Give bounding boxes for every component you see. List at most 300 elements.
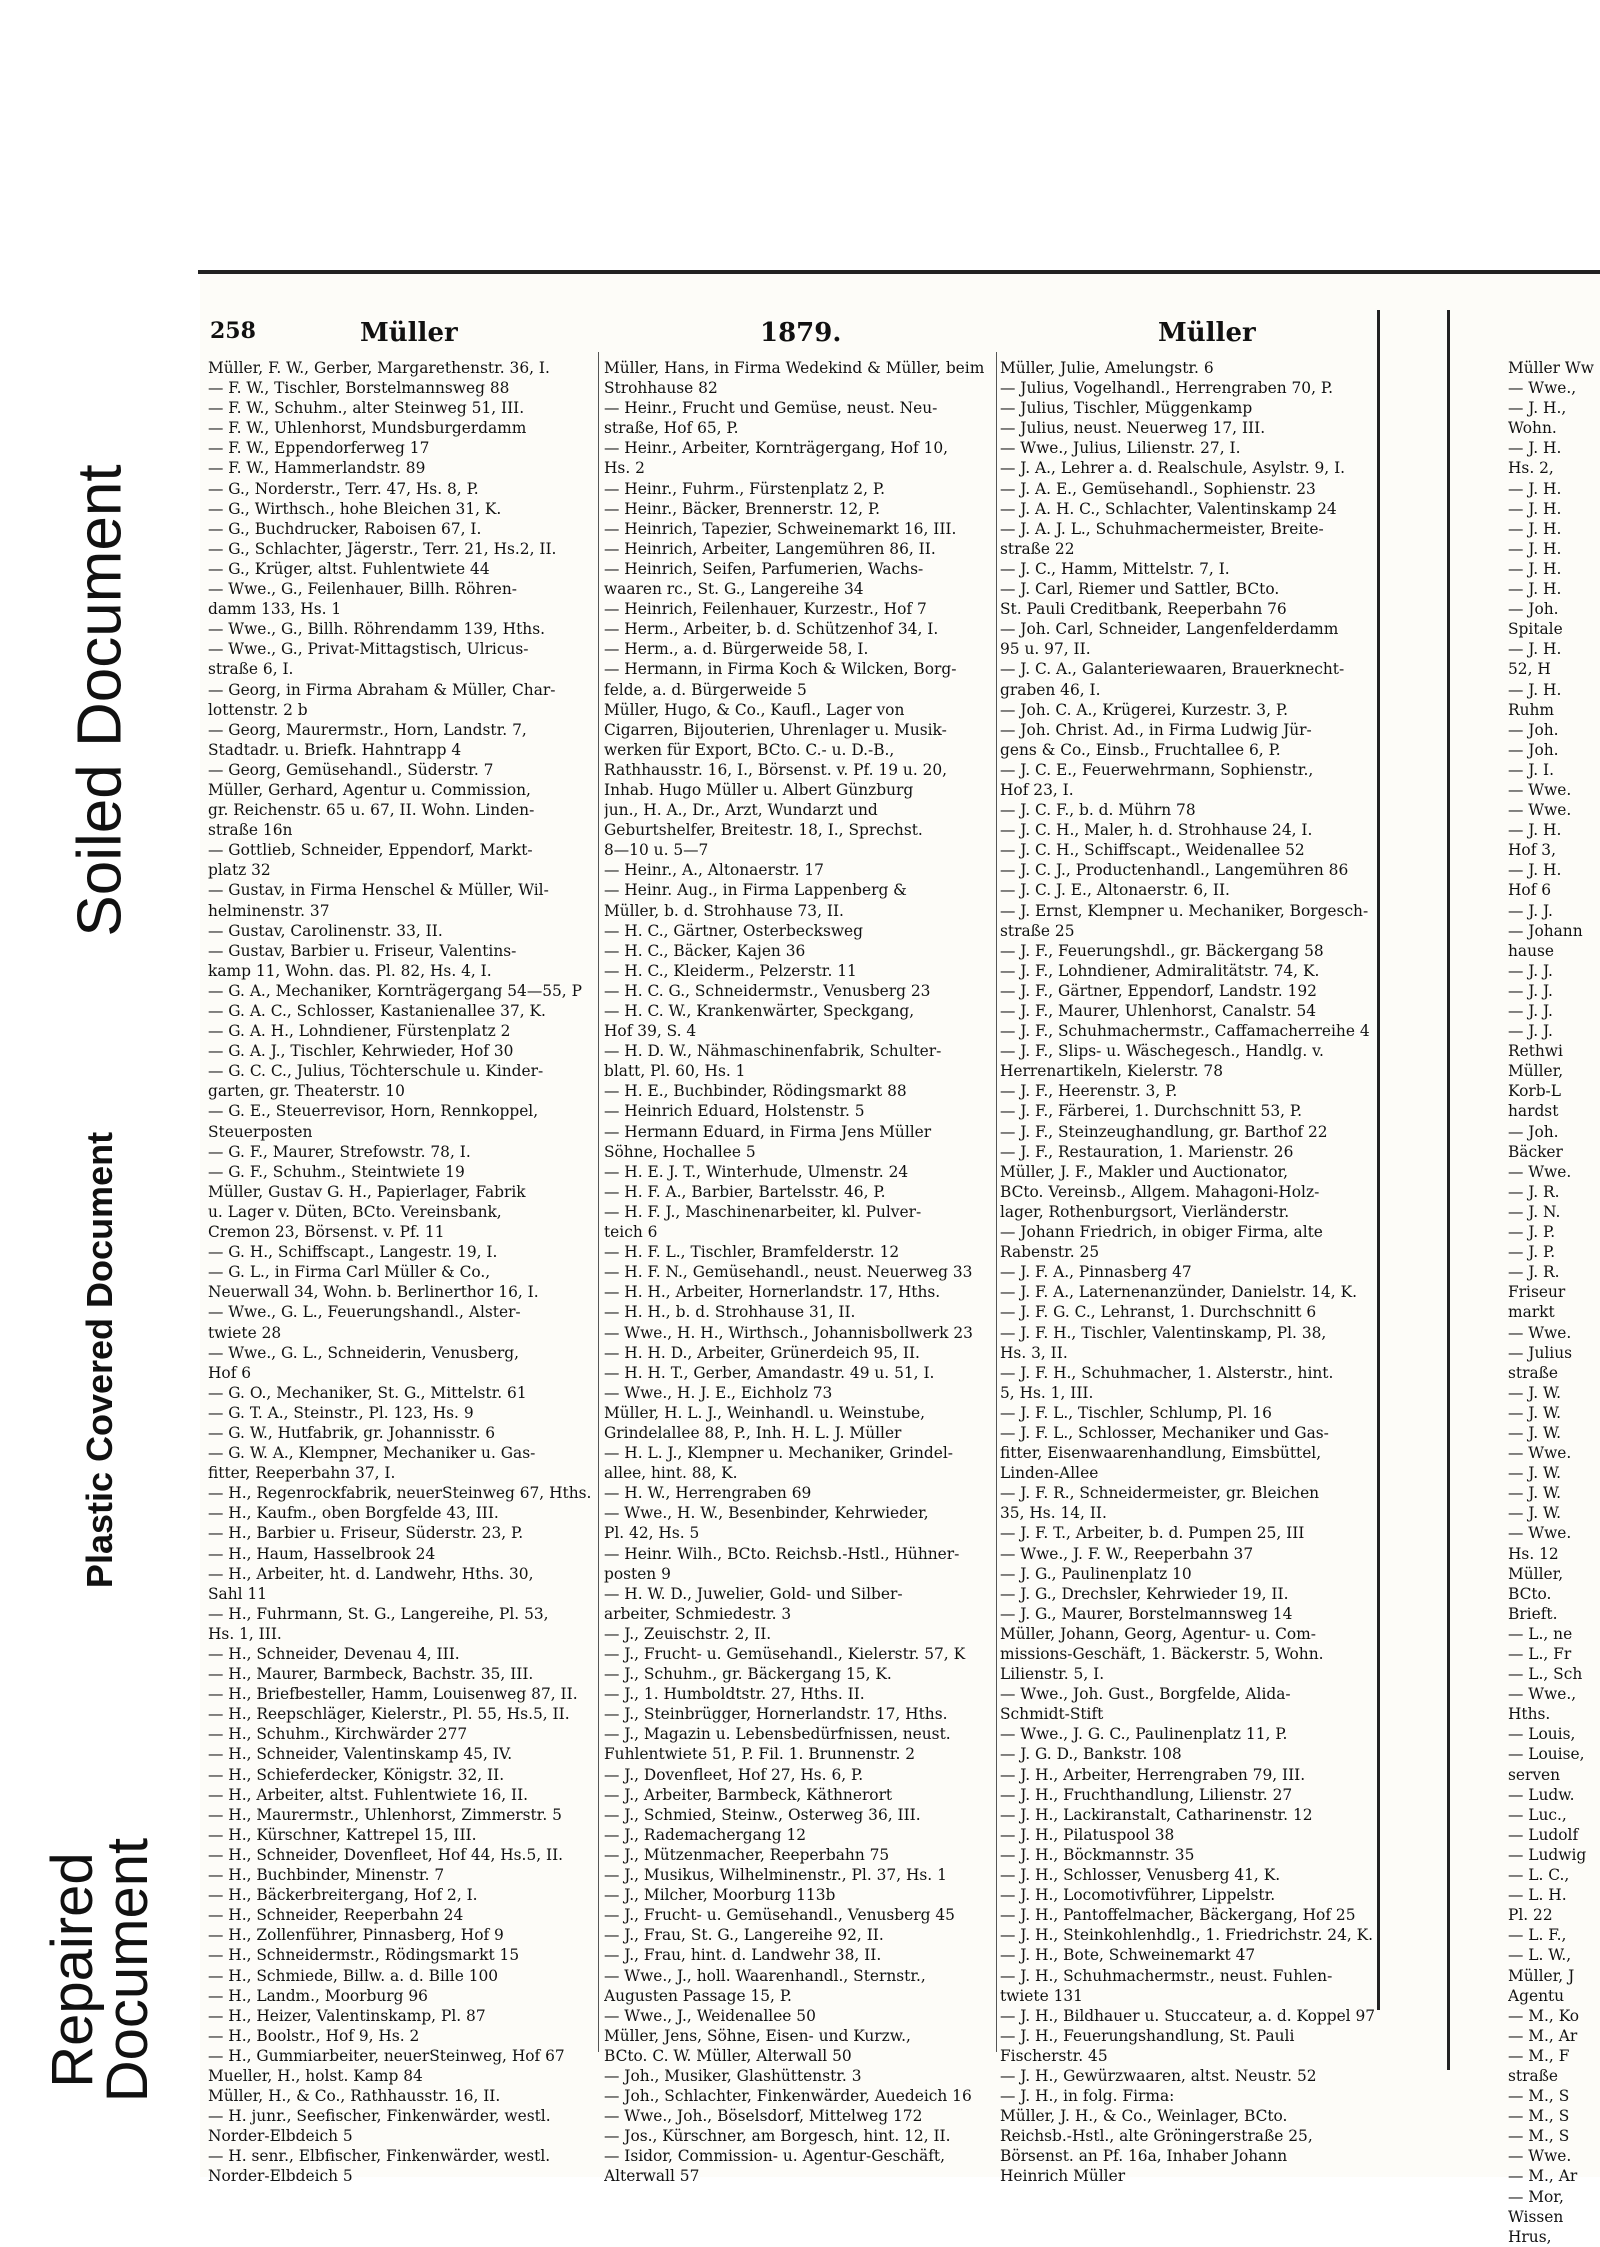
directory-entry-line: garten, gr. Theaterstr. 10 <box>208 1082 405 1101</box>
directory-entry-line: Hs. 12 <box>1508 1544 1559 1563</box>
directory-entry-line: — H., Reepschläger, Kielerstr., Pl. 55, Hs.5, II. <box>208 1705 570 1724</box>
directory-entry-line: Börsenst. an Pf. 16a, Inhaber Johann <box>1000 2147 1288 2166</box>
directory-entry-line: — H., Kürschner, Kattrepel 15, III. <box>208 1825 477 1844</box>
directory-entry-line: — J. F., Restauration, 1. Marienstr. 26 <box>1000 1142 1294 1161</box>
directory-entry-line: — J. C. J., Productenhandl., Langemühren 86 <box>1000 861 1349 880</box>
directory-entry-line: — Louis, <box>1508 1725 1576 1744</box>
directory-entry-line: — J. I. <box>1508 760 1555 779</box>
directory-entry-line: 95 u. 97, II. <box>1000 640 1091 659</box>
directory-entry-line: — Heinr., Frucht und Gemüse, neust. Neu- <box>604 399 938 418</box>
directory-entry-line: — Herm., a. d. Bürgerweide 58, I. <box>604 640 869 659</box>
header-left-name: Müller <box>360 318 458 348</box>
directory-entry-line: Rethwi <box>1508 1042 1563 1061</box>
directory-entry-line: — H. H., Arbeiter, Hornerlandstr. 17, Hths. <box>604 1283 941 1302</box>
directory-entry-line: — H. junr., Seefischer, Finkenwärder, westl. <box>208 2107 551 2126</box>
directory-entry-line: — J. H., <box>1508 399 1567 418</box>
directory-entry-line: — H. L. J., Klempner u. Mechaniker, Grindel- <box>604 1444 953 1463</box>
directory-entry-line: — Luc., <box>1508 1805 1567 1824</box>
directory-entry-line: — J., Arbeiter, Barmbeck, Käthnerort <box>604 1785 893 1804</box>
directory-entry-line: — H., Schneidermstr., Rödingsmarkt 15 <box>208 1946 520 1965</box>
directory-entry-line: — Johann Friedrich, in obiger Firma, alte <box>1000 1223 1323 1242</box>
directory-entry-line: — Wwe., <box>1508 379 1577 398</box>
directory-entry-line: — H. F. J., Maschinenarbeiter, kl. Pulver- <box>604 1202 922 1221</box>
directory-entry-line: — Gustav, Barbier u. Friseur, Valentins- <box>208 941 517 960</box>
directory-entry-line: graben 46, I. <box>1000 680 1101 699</box>
directory-entry-line: Müller, Gustav G. H., Papierlager, Fabrik <box>208 1182 526 1201</box>
directory-entry-line: — J. F., Maurer, Uhlenhorst, Canalstr. 54 <box>1000 1002 1317 1020</box>
directory-entry-line: Müller Ww <box>1508 359 1594 377</box>
directory-entry-line: — H., Schneider, Valentinskamp 45, IV. <box>208 1745 513 1764</box>
directory-entry-line: — G. C. C., Julius, Töchterschule u. Kinder- <box>208 1062 544 1081</box>
directory-entry-line: Alterwall 57 <box>604 2167 700 2186</box>
directory-entry-line: fitter, Eisenwaarenhandlung, Eimsbüttel, <box>1000 1444 1322 1463</box>
directory-entry-line: — Hermann Eduard, in Firma Jens Müller <box>604 1122 932 1141</box>
directory-entry-line: — J. C. H., Schiffscapt., Weidenallee 52 <box>1000 841 1305 860</box>
next-page-edge <box>1447 310 1450 2070</box>
directory-entry-line: BCto. <box>1508 1584 1552 1603</box>
directory-entry-line: — J. N. <box>1508 1202 1561 1221</box>
directory-entry-line: — Wwe., J. F. W., Reeperbahn 37 <box>1000 1544 1254 1563</box>
directory-entry-line: — J. R. <box>1508 1182 1560 1201</box>
directory-entry-line: — M., F <box>1508 2046 1570 2065</box>
directory-entry-line: gr. Reichenstr. 65 u. 67, II. Wohn. Linden- <box>208 801 535 820</box>
directory-entry-line: — M., Ar <box>1508 2026 1578 2045</box>
directory-entry-line: — J. C., Hamm, Mittelstr. 7, I. <box>1000 559 1230 578</box>
directory-entry-line: — H., Landm., Moorburg 96 <box>208 1986 428 2005</box>
directory-entry-line: Hs. 2, <box>1508 459 1554 478</box>
directory-entry-line: — H. C. G., Schneidermstr., Venusberg 23 <box>604 981 931 1000</box>
directory-entry-line: — J. F., Schuhmachermstr., Caffamacherreihe 4 <box>1000 1022 1370 1041</box>
directory-entry-line: — H. C. W., Krankenwärter, Speckgang, <box>604 1002 915 1020</box>
directory-entry-line: — H. H. T., Gerber, Amandastr. 49 u. 51, I. <box>604 1363 935 1382</box>
directory-entry-line: — H., Bäckerbreitergang, Hof 2, I. <box>208 1886 478 1905</box>
page-number: 258 <box>210 318 256 344</box>
directory-entry-line: — H., Haum, Hasselbrook 24 <box>208 1544 436 1563</box>
directory-entry-line: — J. F. H., Schuhmacher, 1. Alsterstr., hint. <box>1000 1363 1334 1382</box>
directory-entry-line: Hof 23, I. <box>1000 780 1074 799</box>
directory-entry-line: — H. F. A., Barbier, Bartelsstr. 46, P. <box>604 1182 886 1201</box>
directory-entry-line: Müller, J. H., & Co., Weinlager, BCto. <box>1000 2107 1288 2126</box>
directory-entry-line: — Wwe., <box>1508 1685 1577 1704</box>
directory-entry-line: — Wwe., G. L., Feuerungshandl., Alster- <box>208 1303 521 1322</box>
directory-entry-line: posten 9 <box>604 1564 671 1583</box>
page-top-edge <box>198 270 1600 274</box>
header-right-name: Müller <box>1158 318 1256 348</box>
directory-entry-line: Müller, Jens, Söhne, Eisen- und Kurzw., <box>604 2026 911 2045</box>
directory-entry-line: — J., Milcher, Moorburg 113b <box>604 1886 836 1905</box>
directory-entry-line: werken für Export, BCto. C.- u. D.-B., <box>604 740 895 759</box>
directory-entry-line: — J. H. <box>1508 539 1562 558</box>
directory-entry-line: — Wwe. <box>1508 1162 1572 1181</box>
directory-entry-line: Fischerstr. 45 <box>1000 2046 1108 2065</box>
directory-entry-line: St. Pauli Creditbank, Reeperbahn 76 <box>1000 600 1287 619</box>
directory-entry-line: Linden-Allee <box>1000 1464 1099 1483</box>
directory-entry-line: straße 25 <box>1000 921 1075 940</box>
directory-entry-line: Söhne, Hochallee 5 <box>604 1142 756 1161</box>
directory-entry-line: lottenstr. 2 b <box>208 700 308 719</box>
directory-entry-line: straße, Hof 65, P. <box>604 419 739 438</box>
directory-entry-line: — J. H. <box>1508 479 1562 498</box>
directory-entry-line: — Julius, Tischler, Müggenkamp <box>1000 399 1253 418</box>
directory-entry-line: — J. J. <box>1508 981 1553 1000</box>
directory-entry-line: — M., S <box>1508 2127 1570 2146</box>
directory-entry-line: — Wwe., J., Weidenallee 50 <box>604 2006 816 2025</box>
directory-entry-line: Fuhlentwiete 51, P. Fil. 1. Brunnenstr. 2 <box>604 1745 916 1764</box>
repaired-document-stamp: Repaired Document <box>39 1837 160 2103</box>
directory-entry-line: — Wwe., G., Privat-Mittagstisch, Ulricus- <box>208 640 529 659</box>
directory-entry-line: — J. H. <box>1508 821 1562 840</box>
directory-entry-line: — L., Sch <box>1508 1665 1583 1684</box>
directory-entry-line: — Heinrich, Tapezier, Schweinemarkt 16, III. <box>604 519 957 538</box>
directory-entry-line: — J. H., Schuhmachermstr., neust. Fuhlen- <box>1000 1966 1333 1985</box>
directory-entry-line: Korb-L <box>1508 1082 1561 1101</box>
directory-entry-line: — Wwe., J., holl. Waarenhandl., Sternstr., <box>604 1966 926 1985</box>
directory-entry-line: Rathhausstr. 16, I., Börsenst. v. Pf. 19 u. 20, <box>604 760 948 779</box>
plastic-covered-document-stamp: Plastic Covered Document <box>79 1131 121 1589</box>
directory-entry-line: — Georg, in Firma Abraham & Müller, Char- <box>208 680 556 699</box>
directory-entry-line: — H., Heizer, Valentinskamp, Pl. 87 <box>208 2006 486 2025</box>
directory-entry-line: — G., Schlachter, Jägerstr., Terr. 21, Hs.2, II. <box>208 539 557 558</box>
directory-entry-line: — Wwe. <box>1508 1444 1572 1463</box>
directory-entry-line: straße <box>1508 1363 1559 1382</box>
directory-entry-line: Schmidt-Stift <box>1000 1705 1104 1724</box>
directory-entry-line: Müller, <box>1508 1062 1564 1081</box>
directory-entry-line: — J. J. <box>1508 961 1553 980</box>
directory-entry-line: — M., S <box>1508 2107 1570 2126</box>
directory-entry-line: 5, Hs. 1, III. <box>1000 1383 1094 1402</box>
directory-entry-line: — J. F. T., Arbeiter, b. d. Pumpen 25, III <box>1000 1524 1305 1543</box>
directory-entry-line: helminenstr. 37 <box>208 901 330 920</box>
directory-entry-line: — G. A., Mechaniker, Kornträgergang 54—55, P <box>208 981 582 1000</box>
directory-entry-line: Neuerwall 34, Wohn. b. Berlinerthor 16, I. <box>208 1283 539 1302</box>
directory-entry-line: — F. W., Schuhm., alter Steinweg 51, III. <box>208 399 525 418</box>
directory-entry-line: — J. F., Slips- u. Wäschegesch., Handlg. v. <box>1000 1042 1324 1061</box>
directory-entry-line: — J. H. <box>1508 439 1562 458</box>
directory-entry-line: — J. C. F., b. d. Mührn 78 <box>1000 801 1196 820</box>
directory-column-1 <box>208 358 598 2187</box>
directory-entry-line: — Heinr. Wilh., BCto. Reichsb.-Hstl., Hühner- <box>604 1544 960 1563</box>
directory-entry-line: — H. senr., Elbfischer, Finkenwärder, westl. <box>208 2147 551 2166</box>
directory-entry-line: — J. Carl, Riemer und Sattler, BCto. <box>1000 580 1280 599</box>
directory-entry-line: Müller, Gerhard, Agentur u. Commission, <box>208 780 531 799</box>
directory-entry-line: Müller, J <box>1508 1966 1575 1985</box>
directory-entry-line: — Johann <box>1508 921 1583 940</box>
directory-entry-line: damm 133, Hs. 1 <box>208 600 342 619</box>
directory-entry-line: — H., Maurermstr., Uhlenhorst, Zimmerstr. 5 <box>208 1805 562 1824</box>
directory-entry-line: — J. F. A., Laternenanzünder, Danielstr. 14, K. <box>1000 1283 1357 1302</box>
directory-entry-line: Wissen <box>1508 2207 1564 2226</box>
directory-entry-line: Müller, H., & Co., Rathhausstr. 16, II. <box>208 2087 501 2106</box>
directory-entry-line: — J. W. <box>1508 1464 1562 1483</box>
directory-entry-line: — J. G., Paulinenplatz 10 <box>1000 1564 1192 1583</box>
directory-entry-line: — G., Wirthsch., hohe Bleichen 31, K. <box>208 499 502 518</box>
directory-entry-line: — H., Zollenführer, Pinnasberg, Hof 9 <box>208 1926 504 1945</box>
directory-entry-line: straße 22 <box>1000 539 1075 558</box>
directory-entry-line: — H., Schneider, Devenau 4, III. <box>208 1645 460 1663</box>
directory-entry-line: — G. F., Schuhm., Steintwiete 19 <box>208 1162 465 1181</box>
directory-entry-line: Bäcker <box>1508 1142 1563 1161</box>
directory-entry-line: — Georg, Gemüsehandl., Süderstr. 7 <box>208 760 494 779</box>
directory-entry-line: — J. F., Gärtner, Eppendorf, Landstr. 192 <box>1000 981 1317 1000</box>
directory-entry-line: — G. L., in Firma Carl Müller & Co., <box>208 1263 491 1282</box>
directory-entry-line: — L. W., <box>1508 1946 1572 1965</box>
directory-entry-line: — H., Arbeiter, ht. d. Landwehr, Hths. 30, <box>208 1564 534 1583</box>
directory-entry-line: Müller, Johann, Georg, Agentur- u. Com- <box>1000 1624 1316 1643</box>
directory-entry-line: arbeiter, Schmiedestr. 3 <box>604 1604 792 1623</box>
directory-entry-line: — Gustav, Carolinenstr. 33, II. <box>208 921 443 940</box>
directory-entry-line: Cremon 23, Börsenst. v. Pf. 11 <box>208 1223 445 1242</box>
directory-entry-line: — Wwe. <box>1508 2147 1572 2166</box>
directory-entry-line: Hof 6 <box>208 1363 252 1382</box>
directory-entry-line: Inhab. Hugo Müller u. Albert Günzburg <box>604 780 914 799</box>
directory-entry-line: — Wwe., Joh. Gust., Borgfelde, Alida- <box>1000 1685 1291 1704</box>
directory-entry-line: Ruhm <box>1508 700 1555 719</box>
directory-entry-line: — L. H. <box>1508 1886 1567 1905</box>
directory-entry-line: — J. H., Bildhauer u. Stuccateur, a. d. Koppel 97 <box>1000 2006 1375 2025</box>
directory-entry-line: — Heinrich, Feilenhauer, Kurzestr., Hof 7 <box>604 600 927 619</box>
directory-entry-line: blatt, Pl. 60, Hs. 1 <box>604 1062 746 1081</box>
directory-entry-line: — H., Buchbinder, Minenstr. 7 <box>208 1866 445 1885</box>
directory-entry-line: — Heinrich, Seifen, Parfumerien, Wachs- <box>604 559 924 578</box>
directory-entry-line: fitter, Reeperbahn 37, I. <box>208 1464 396 1483</box>
directory-entry-line: — Heinrich, Arbeiter, Langemühren 86, II. <box>604 539 936 558</box>
directory-entry-line: Norder-Elbdeich 5 <box>208 2127 353 2146</box>
directory-entry-line: — J. H., in folg. Firma: <box>1000 2087 1175 2106</box>
directory-entry-line: — H., Maurer, Barmbeck, Bachstr. 35, III. <box>208 1665 534 1684</box>
directory-entry-line: — H. H. D., Arbeiter, Grünerdeich 95, II. <box>604 1343 920 1362</box>
directory-entry-line: — H., Schneider, Reeperbahn 24 <box>208 1906 464 1925</box>
directory-entry-line: Müller, F. W., Gerber, Margarethenstr. 36, I. <box>208 359 550 377</box>
directory-entry-line: — Wwe. <box>1508 801 1572 820</box>
directory-entry-line: — G. F., Maurer, Strefowstr. 78, I. <box>208 1142 471 1161</box>
directory-entry-line: u. Lager v. Düten, BCto. Vereinsbank, <box>208 1202 502 1221</box>
directory-entry-line: — Joh. <box>1508 740 1559 759</box>
directory-entry-line: — J. F. L., Tischler, Schlump, Pl. 16 <box>1000 1403 1272 1422</box>
directory-entry-line: Hof 6 <box>1508 881 1552 900</box>
directory-entry-line: — Ludolf <box>1508 1825 1579 1844</box>
directory-entry-line: — H., Briefbesteller, Hamm, Louisenweg 87, II. <box>208 1685 578 1704</box>
directory-entry-line: — G. W. A., Klempner, Mechaniker u. Gas- <box>208 1444 536 1463</box>
directory-entry-line: — G., Buchdrucker, Raboisen 67, I. <box>208 519 482 538</box>
directory-entry-line: — J., Schuhm., gr. Bäckergang 15, K. <box>604 1665 892 1684</box>
directory-entry-line: — J. W. <box>1508 1383 1562 1402</box>
directory-entry-line: — J., Frau, St. G., Langereihe 92, II. <box>604 1926 884 1945</box>
directory-entry-line: — J. F., Heerenstr. 3, P. <box>1000 1082 1178 1101</box>
directory-entry-line: — J. H., Bote, Schweinemarkt 47 <box>1000 1946 1256 1965</box>
directory-entry-line: — Wwe., Joh., Böselsdorf, Mittelweg 172 <box>604 2107 923 2126</box>
directory-entry-line: — F. W., Tischler, Borstelmannsweg 88 <box>208 379 510 398</box>
directory-entry-line: Müller, b. d. Strohhause 73, II. <box>604 901 844 920</box>
directory-entry-line: — G. W., Hutfabrik, gr. Johannisstr. 6 <box>208 1423 496 1442</box>
directory-entry-line: Grindelallee 88, P., Inh. H. L. J. Müller <box>604 1423 902 1442</box>
directory-entry-line: Hs. 3, II. <box>1000 1343 1068 1362</box>
directory-entry-line: — J. F. R., Schneidermeister, gr. Bleichen <box>1000 1484 1320 1503</box>
directory-entry-line: — G. O., Mechaniker, St. G., Mittelstr. 61 <box>208 1383 527 1402</box>
directory-entry-line: — Mor, <box>1508 2187 1564 2206</box>
directory-entry-line: — J. F. A., Pinnasberg 47 <box>1000 1263 1192 1282</box>
directory-entry-line: — Joh., Musiker, Glashüttenstr. 3 <box>604 2066 862 2085</box>
directory-entry-line: gens & Co., Einsb., Fruchtallee 6, P. <box>1000 740 1281 759</box>
directory-entry-line: 8—10 u. 5—7 <box>604 841 709 860</box>
directory-entry-line: — J. A. H. C., Schlachter, Valentinskamp 24 <box>1000 499 1337 518</box>
directory-entry-line: — J. R. <box>1508 1263 1560 1282</box>
directory-entry-line: Müller, Julie, Amelungstr. 6 <box>1000 359 1214 377</box>
directory-entry-line: — H. C., Bäcker, Kajen 36 <box>604 941 806 960</box>
directory-entry-line: — J. C. E., Feuerwehrmann, Sophienstr., <box>1000 760 1314 779</box>
directory-column-2 <box>604 358 994 2187</box>
directory-entry-line: — Heinr., Arbeiter, Kornträgergang, Hof 10, <box>604 439 949 458</box>
directory-entry-line: — J. A., Lehrer a. d. Realschule, Asylstr. 9, I. <box>1000 459 1346 478</box>
directory-entry-line: Pl. 22 <box>1508 1906 1553 1925</box>
directory-entry-line: Pl. 42, Hs. 5 <box>604 1524 700 1543</box>
directory-entry-line: — L., Fr <box>1508 1645 1572 1663</box>
directory-entry-line: — J. C. A., Galanteriewaaren, Brauerknecht- <box>1000 660 1345 679</box>
directory-entry-line: — J. F., Feuerungshdl., gr. Bäckergang 58 <box>1000 941 1324 960</box>
directory-entry-line: — J. G., Drechsler, Kehrwieder 19, II. <box>1000 1584 1289 1603</box>
directory-entry-line: Reichsb.-Hstl., alte Gröningerstraße 25, <box>1000 2127 1313 2146</box>
directory-entry-line: — H., Boolstr., Hof 9, Hs. 2 <box>208 2026 420 2045</box>
directory-entry-line: hause <box>1508 941 1555 960</box>
directory-entry-line: — J. H. <box>1508 519 1562 538</box>
directory-entry-line: — Ludwig <box>1508 1845 1587 1864</box>
directory-entry-line: — G. H., Schiffscapt., Langestr. 19, I. <box>208 1243 498 1262</box>
directory-entry-line: — Wwe. <box>1508 780 1572 799</box>
directory-entry-line: — J. J. <box>1508 1022 1553 1041</box>
directory-entry-line: — Wwe., G., Billh. Röhrendamm 139, Hths. <box>208 620 545 639</box>
directory-entry-line: Wohn. <box>1508 419 1557 438</box>
directory-entry-line: — Wwe., H. J. E., Eichholz 73 <box>604 1383 833 1402</box>
directory-entry-line: — H., Gummiarbeiter, neuerSteinweg, Hof 67 <box>208 2046 565 2065</box>
directory-entry-line: Mueller, H., holst. Kamp 84 <box>208 2066 423 2085</box>
directory-entry-line: — H. W. D., Juwelier, Gold- und Silber- <box>604 1584 903 1603</box>
directory-entry-line: — Joh. C. A., Krügerei, Kurzestr. 3, P. <box>1000 700 1288 719</box>
directory-entry-line: straße 6, I. <box>208 660 294 679</box>
directory-entry-line: — Heinr., Fuhrm., Fürstenplatz 2, P. <box>604 479 886 498</box>
directory-entry-line: — J., Magazin u. Lebensbedürfnissen, neust. <box>604 1725 951 1744</box>
directory-entry-line: — J. P. <box>1508 1243 1556 1262</box>
directory-entry-line: — G. A. J., Tischler, Kehrwieder, Hof 30 <box>208 1042 514 1061</box>
directory-entry-line: Hs. 1, III. <box>208 1624 282 1643</box>
directory-entry-line: — Georg, Maurermstr., Horn, Landstr. 7, <box>208 720 527 739</box>
directory-entry-line: — H., Regenrockfabrik, neuerSteinweg 67, Hths. <box>208 1484 592 1503</box>
directory-entry-line: — J., Musikus, Wilhelminenstr., Pl. 37, Hs. 1 <box>604 1866 947 1885</box>
directory-entry-line: — J. P. <box>1508 1223 1556 1242</box>
directory-entry-line: Rabenstr. 25 <box>1000 1243 1100 1262</box>
directory-column-3 <box>1000 358 1375 2187</box>
directory-entry-line: — G. T. A., Steinstr., Pl. 123, Hs. 9 <box>208 1403 474 1422</box>
directory-entry-line: — J. H. <box>1508 499 1562 518</box>
directory-entry-line: — G. A. C., Schlosser, Kastanienallee 37, K. <box>208 1002 546 1020</box>
directory-entry-line: Brieft. <box>1508 1604 1558 1623</box>
directory-entry-line: — M., S <box>1508 2087 1570 2106</box>
directory-entry-line: — Louise, <box>1508 1745 1585 1764</box>
directory-entry-line: — H. E. J. T., Winterhude, Ulmenstr. 24 <box>604 1162 909 1181</box>
directory-entry-line: — Julius, Vogelhandl., Herrengraben 70, P. <box>1000 379 1334 398</box>
directory-entry-line: — J., Zeuischstr. 2, II. <box>604 1624 772 1643</box>
directory-entry-line: — Jos., Kürschner, am Borgesch, hint. 12, II. <box>604 2127 951 2146</box>
soiled-document-stamp: Soiled Document <box>65 463 135 937</box>
directory-entry-line: — H. F. L., Tischler, Bramfelderstr. 12 <box>604 1243 900 1262</box>
directory-entry-line: — J. H., Fruchthandlung, Lilienstr. 27 <box>1000 1785 1293 1804</box>
directory-entry-line: — J. H., Steinkohlenhdlg., 1. Friedrichstr. 24, K. <box>1000 1926 1374 1945</box>
page-gutter <box>1377 310 1380 2010</box>
directory-entry-line: — H., Schneider, Dovenfleet, Hof 44, Hs.5, II. <box>208 1845 564 1864</box>
directory-entry-line: — H., Arbeiter, altst. Fuhlentwiete 16, II. <box>208 1785 529 1804</box>
directory-entry-line: — G., Norderstr., Terr. 47, Hs. 8, P. <box>208 479 479 498</box>
directory-entry-line: Müller, <box>1508 1564 1564 1583</box>
directory-entry-line: — Herm., Arbeiter, b. d. Schützenhof 34, I. <box>604 620 939 639</box>
directory-entry-line: serven <box>1508 1765 1561 1784</box>
directory-entry-line: — J. H., Lackiranstalt, Catharinenstr. 12 <box>1000 1805 1313 1824</box>
directory-entry-line: — Hermann, in Firma Koch & Wilcken, Borg- <box>604 660 957 679</box>
directory-entry-line: — Ludw. <box>1508 1785 1575 1804</box>
directory-entry-line: — J. G., Maurer, Borstelmannsweg 14 <box>1000 1604 1293 1623</box>
directory-entry-line: — Wwe., G., Feilenhauer, Billh. Röhren- <box>208 580 517 599</box>
directory-entry-line: Lilienstr. 5, I. <box>1000 1665 1105 1684</box>
directory-entry-line: — Julius <box>1508 1343 1573 1362</box>
directory-entry-line: — J. H. <box>1508 680 1562 699</box>
directory-entry-line: Geburtshelfer, Breitestr. 18, I., Sprechst. <box>604 821 923 840</box>
directory-entry-line: — J. F. L., Schlosser, Mechaniker und Gas- <box>1000 1423 1329 1442</box>
directory-entry-line: Augusten Passage 15, P. <box>604 1986 792 2005</box>
directory-entry-line: — J. H. <box>1508 640 1562 659</box>
directory-entry-line: — J. G. D., Bankstr. 108 <box>1000 1745 1182 1764</box>
directory-entry-line: — Joh. <box>1508 600 1559 619</box>
directory-entry-line: — J. F., Lohndiener, Admiralitätstr. 74, K. <box>1000 961 1320 980</box>
directory-entry-line: — H., Barbier u. Friseur, Süderstr. 23, P. <box>208 1524 524 1543</box>
directory-entry-line: — J. J. <box>1508 901 1553 920</box>
directory-entry-line: 52, H <box>1508 660 1551 679</box>
directory-entry-line: — J. W. <box>1508 1504 1562 1523</box>
directory-entry-line: — J. F., Steinzeughandlung, gr. Barthof 22 <box>1000 1122 1328 1141</box>
directory-entry-line: — J., Rademachergang 12 <box>604 1825 807 1844</box>
directory-entry-line: — Joh. Carl, Schneider, Langenfelderdamm <box>1000 620 1339 639</box>
directory-entry-line: — F. W., Eppendorferweg 17 <box>208 439 430 458</box>
directory-entry-line: — Joh., Schlachter, Finkenwärder, Auedeich 16 <box>604 2087 972 2106</box>
directory-entry-line: — J. H. <box>1508 559 1562 578</box>
directory-entry-line: Hths. <box>1508 1705 1551 1724</box>
directory-entry-line: platz 32 <box>208 861 271 880</box>
directory-entry-line: teich 6 <box>604 1223 658 1242</box>
directory-entry-line: — J. H., Pantoffelmacher, Bäckergang, Hof 25 <box>1000 1906 1356 1925</box>
directory-entry-line: — Isidor, Commission- u. Agentur-Geschäft, <box>604 2147 946 2166</box>
directory-entry-line: — Heinrich Eduard, Holstenstr. 5 <box>604 1102 865 1121</box>
directory-entry-line: — J. C. J. E., Altonaerstr. 6, II. <box>1000 881 1230 900</box>
directory-entry-line: Steuerposten <box>208 1122 313 1141</box>
directory-entry-line: — J., Frau, hint. d. Landwehr 38, II. <box>604 1946 882 1965</box>
column-rule <box>996 352 997 2052</box>
directory-entry-line: Agentu <box>1508 1986 1565 2005</box>
directory-entry-line: — J. H., Böckmannstr. 35 <box>1000 1845 1195 1864</box>
directory-entry-line: — J. J. <box>1508 1002 1553 1020</box>
directory-entry-line: — J., Frucht- u. Gemüsehandl., Venusberg 45 <box>604 1906 955 1925</box>
directory-entry-line: — J., Mützenmacher, Reeperbahn 75 <box>604 1845 890 1864</box>
directory-entry-line: — L. F., <box>1508 1926 1567 1945</box>
directory-entry-line: straße 16n <box>208 821 293 840</box>
directory-entry-line: — H. C., Kleiderm., Pelzerstr. 11 <box>604 961 857 980</box>
directory-entry-line: Müller, J. F., Makler und Auctionator, <box>1000 1162 1289 1181</box>
directory-entry-line: — J., 1. Humboldtstr. 27, Hths. II. <box>604 1685 865 1704</box>
directory-entry-line: — G., Krüger, altst. Fuhlentwiete 44 <box>208 559 490 578</box>
directory-entry-line: — J. F. G. C., Lehranst, 1. Durchschnitt 6 <box>1000 1303 1317 1322</box>
directory-entry-line: — J. H. <box>1508 580 1562 599</box>
directory-entry-line: markt <box>1508 1303 1555 1322</box>
directory-entry-line: straße <box>1508 2066 1559 2085</box>
directory-entry-line: Hrus, <box>1508 2227 1552 2246</box>
directory-entry-line: Hs. 2 <box>604 459 645 478</box>
directory-entry-line: — Heinr., Bäcker, Brennerstr. 12, P. <box>604 499 881 518</box>
directory-entry-line: — Wwe. <box>1508 1524 1572 1543</box>
